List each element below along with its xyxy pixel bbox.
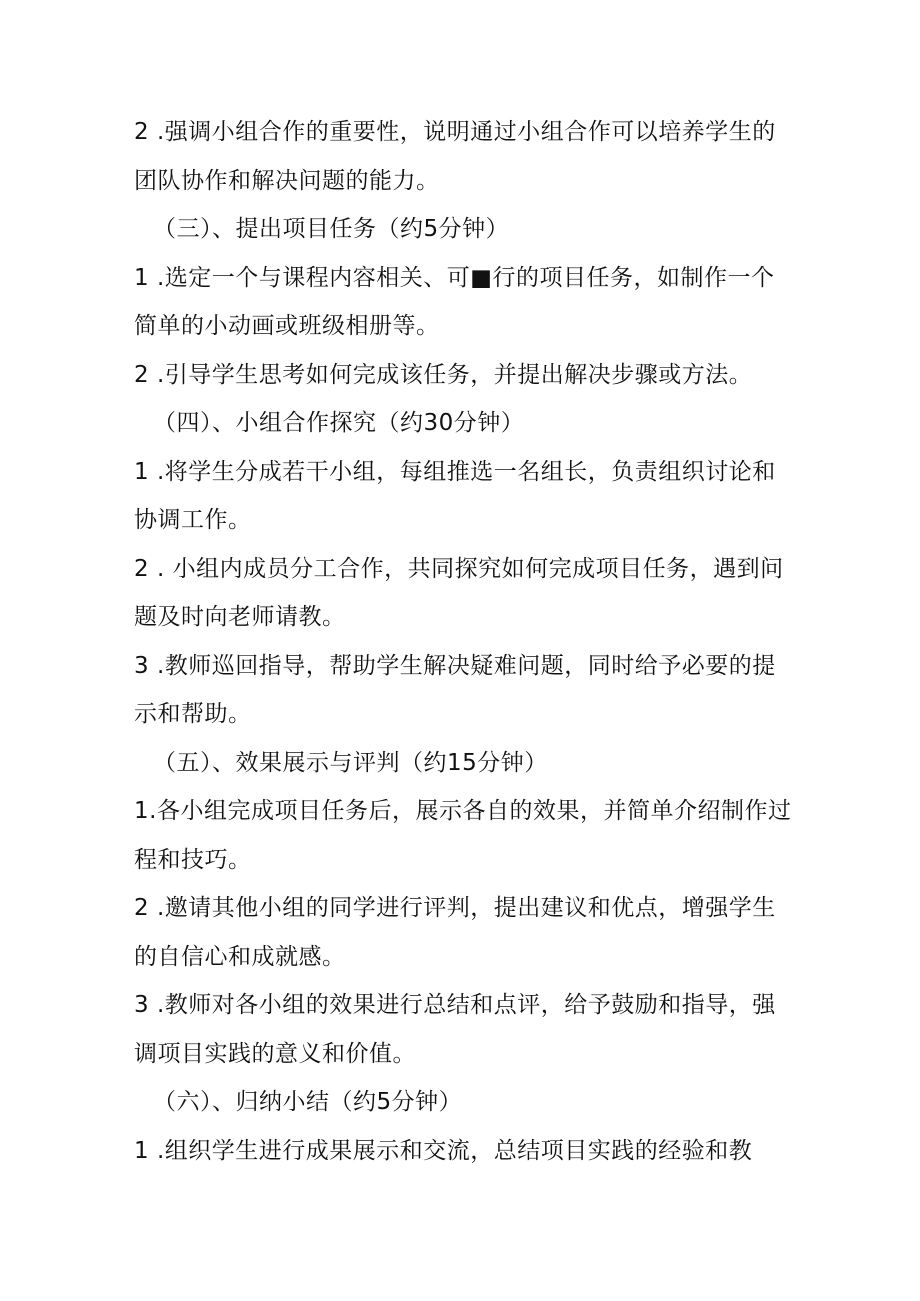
section-heading: （五）、效果展示与评判（约15分钟） <box>153 750 548 776</box>
section-heading: （六）、归纳小结（约5分钟） <box>153 1089 463 1115</box>
paragraph-line: 1 .将学生分成若干小组，每组推选一名组长，负责组织讨论和 <box>134 459 776 485</box>
paragraph-line: 团队协作和解决问题的能力。 <box>134 168 440 194</box>
paragraph-line: 程和技巧。 <box>134 847 252 873</box>
paragraph-line: 1 .选定一个与课程内容相关、可■行的项目任务，如制作一个 <box>134 265 775 291</box>
paragraph-line: 1.各小组完成项目任务后，展示各自的效果，并简单介绍制作过 <box>134 798 792 824</box>
paragraph-line: 3 .教师对各小组的效果进行总结和点评，给予鼓励和指导，强 <box>134 992 776 1018</box>
paragraph-line: 调项目实践的意义和价值。 <box>134 1041 416 1067</box>
paragraph-line: 2 .引导学生思考如何完成该任务，并提出解决步骤或方法。 <box>134 362 753 388</box>
paragraph-line: 的自信心和成就感。 <box>134 944 346 970</box>
section-heading: （三）、提出项目任务（约5分钟） <box>153 216 510 242</box>
paragraph-line: 简单的小动画或班级相册等。 <box>134 313 440 339</box>
paragraph-line: 2 .邀请其他小组的同学进行评判，提出建议和优点，增强学生 <box>134 895 776 921</box>
paragraph-line: 1 .组织学生进行成果展示和交流，总结项目实践的经验和教 <box>134 1138 753 1164</box>
section-heading: （四）、小组合作探究（约30分钟） <box>153 410 525 436</box>
paragraph-line: 示和帮助。 <box>134 701 252 727</box>
paragraph-line: 2 . 小组内成员分工合作，共同探究如何完成项目任务，遇到问 <box>134 556 784 582</box>
paragraph-line: 协调工作。 <box>134 507 252 533</box>
paragraph-line: 题及时向老师请教。 <box>134 604 346 630</box>
paragraph-line: 3 .教师巡回指导，帮助学生解决疑难问题，同时给予必要的提 <box>134 653 776 679</box>
paragraph-line: 2 .强调小组合作的重要性，说明通过小组合作可以培养学生的 <box>134 119 776 145</box>
